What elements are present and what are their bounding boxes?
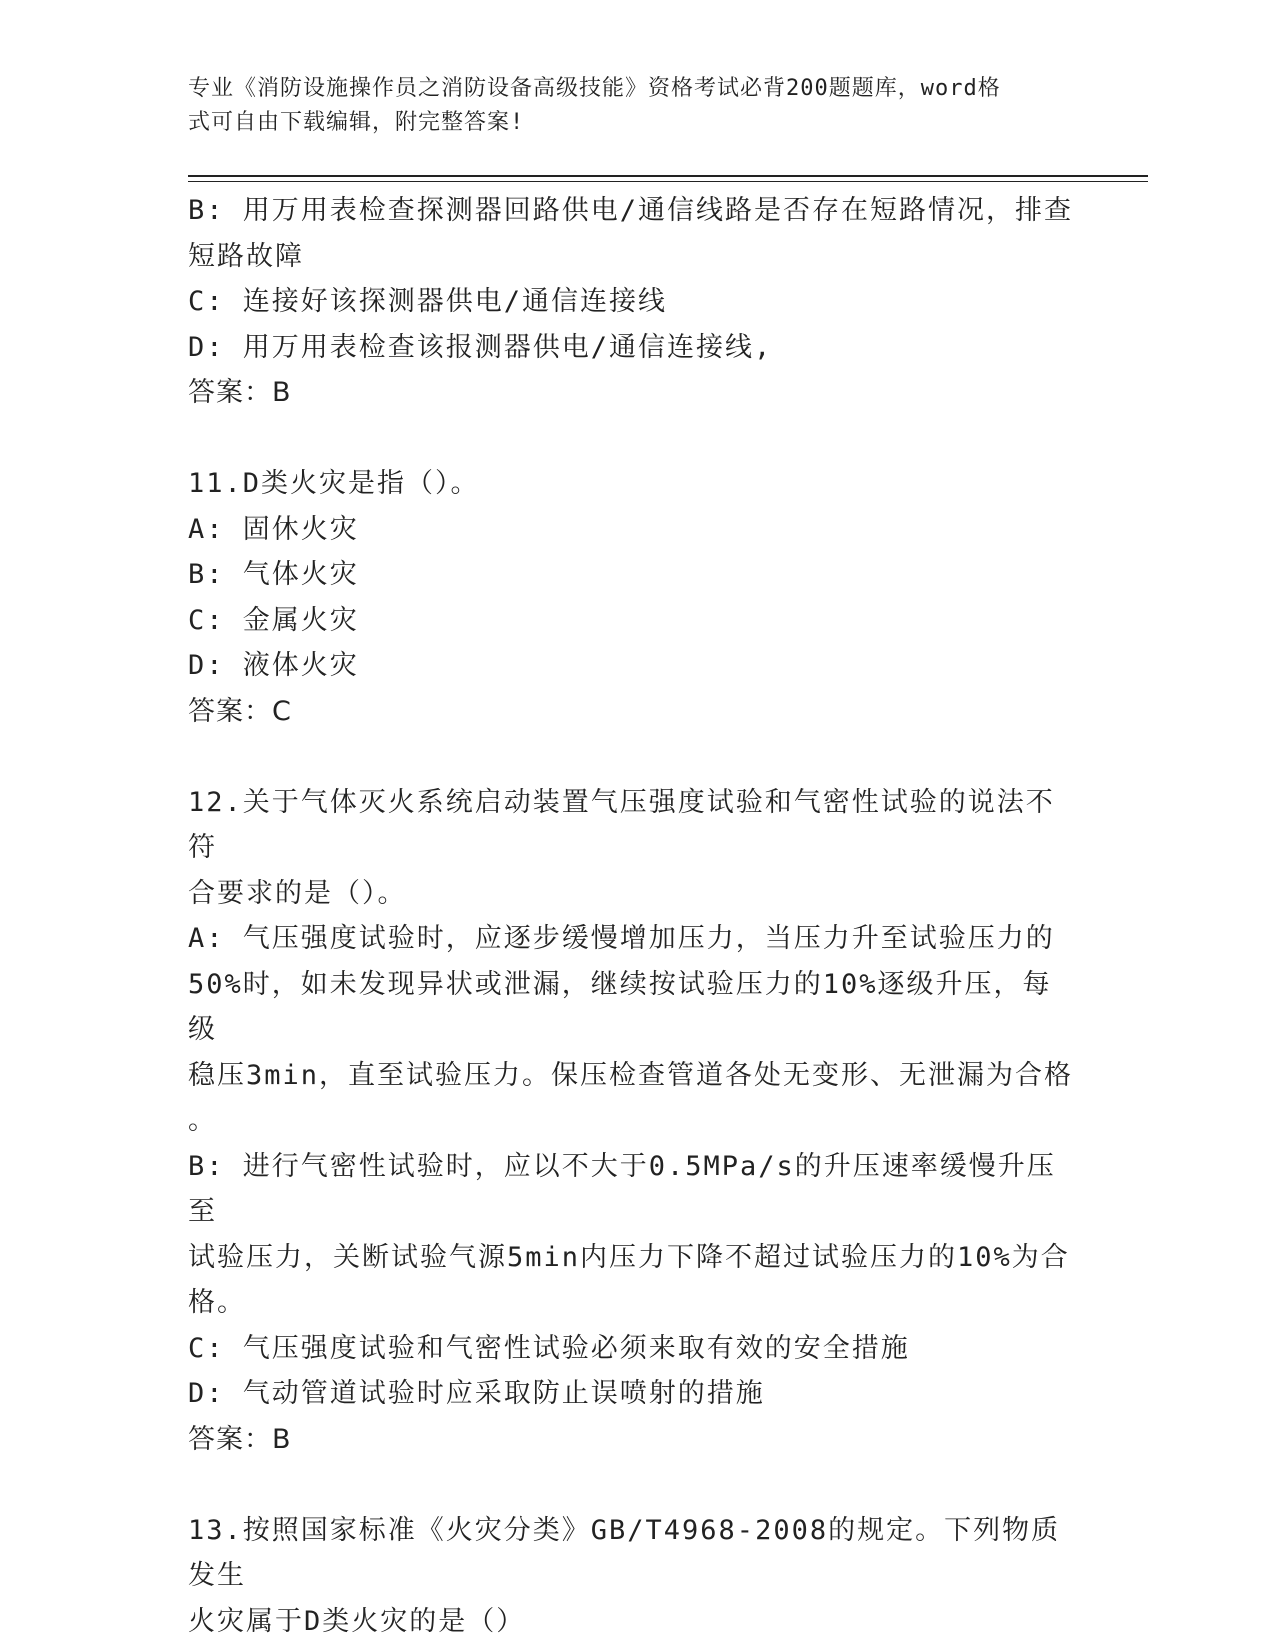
question-text-line-1: 12.关于气体灭火系统启动装置气压强度试验和气密性试验的说法不符 [188, 786, 1055, 863]
option-a-line-4: 。 [188, 1105, 217, 1136]
option-d: D: 用万用表检查该报测器供电/通信连接线, [188, 331, 773, 363]
document-body [188, 188, 1078, 1644]
question-text-line-1: 13.按照国家标准《火灾分类》GB/T4968-2008的规定。下列物质发生 [188, 1514, 1061, 1591]
option-d: D: 液体火灾 [188, 650, 359, 681]
option-a-line-1: A: 气压强度试验时，应逐步缓慢增加压力，当压力升至试验压力的 [188, 923, 1055, 954]
header-divider-thin [188, 181, 1148, 182]
option-a: A: 固休火灾 [188, 513, 359, 545]
answer: 答案：B [188, 377, 292, 408]
answer: 答案：B [188, 1423, 292, 1455]
answer: 答案：C [188, 695, 292, 727]
question-10-tail [188, 188, 1078, 416]
option-b-line-2: 试验压力，关断试验气源5min内压力下降不超过试验压力的10%为合 [188, 1241, 1070, 1273]
question-13 [188, 1508, 1078, 1645]
option-b-line-1: B: 用万用表检查探测器回路供电/通信线路是否存在短路情况，排查 [188, 195, 1074, 226]
option-c: C: 气压强度试验和气密性试验必须来取有效的安全措施 [188, 1332, 910, 1364]
option-b: B: 气体火灾 [188, 559, 359, 590]
spacer [188, 416, 1078, 462]
option-c: C: 连接好该探测器供电/通信连接线 [188, 286, 668, 317]
question-text-line-2: 合要求的是（）。 [188, 877, 407, 909]
spacer [188, 1462, 1078, 1508]
option-d: D: 气动管道试验时应采取防止误喷射的措施 [188, 1378, 765, 1409]
option-c: C: 金属火灾 [188, 604, 359, 636]
document-header [188, 72, 1068, 140]
header-line-1: 专业《消防设施操作员之消防设备高级技能》资格考试必背200题题库，word格 [188, 76, 1001, 101]
question-11 [188, 461, 1078, 734]
header-divider-thick [188, 175, 1148, 177]
option-a-line-3: 稳压3min，直至试验压力。保压检查管道各处无变形、无泄漏为合格 [188, 1059, 1074, 1091]
question-text: 11.D类火灾是指（）。 [188, 468, 480, 499]
option-a-line-2: 50%时，如未发现异状或泄漏，继续按试验压力的10%逐级升压，每级 [188, 968, 1052, 1045]
question-text-line-2: 火灾属于D类火灾的是（） [188, 1605, 526, 1637]
header-line-2: 式可自由下载编辑，附完整答案! [188, 110, 525, 135]
option-b-line-2: 短路故障 [188, 240, 304, 272]
spacer [188, 734, 1078, 780]
question-12 [188, 780, 1078, 1463]
option-b-line-1: B: 进行气密性试验时，应以不大于0.5MPa/s的升压速率缓慢升压至 [188, 1150, 1056, 1227]
option-b-line-3: 格。 [188, 1287, 246, 1318]
